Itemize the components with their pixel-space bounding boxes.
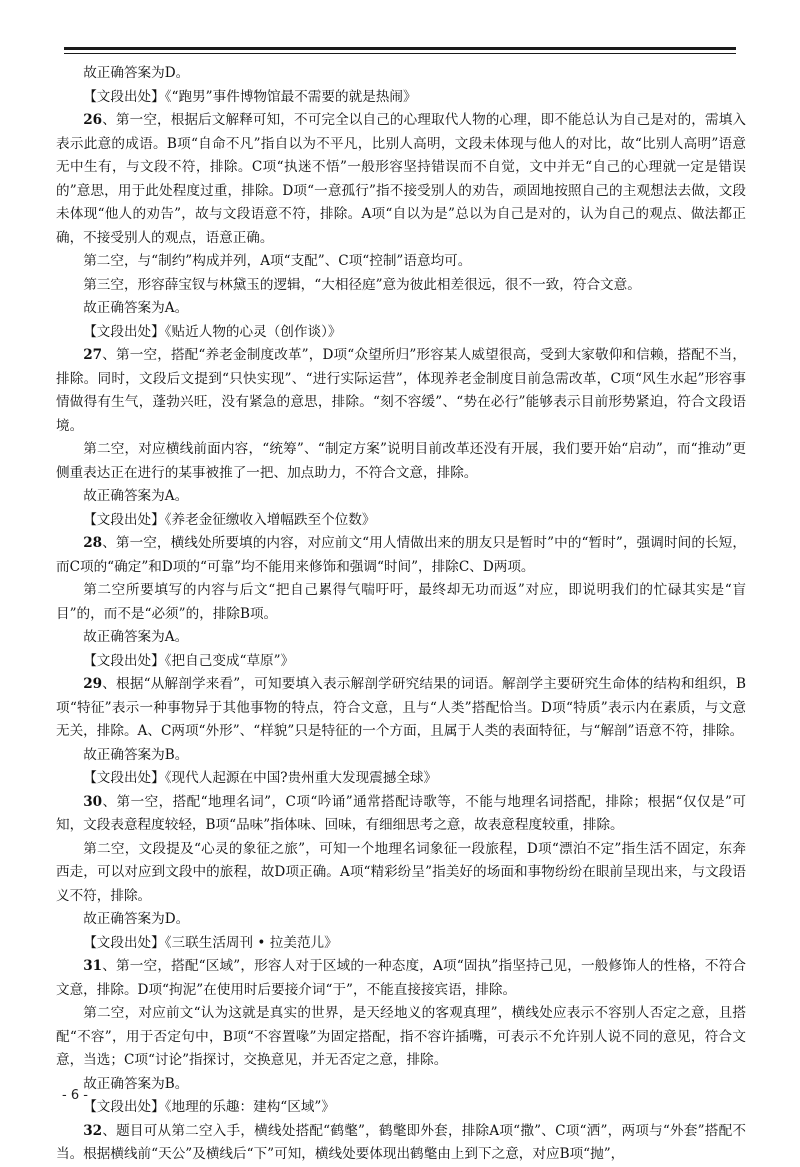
answer-line (56, 626, 746, 650)
paragraph-text: 、题目可从第二空入手，横线处搭配“鹤氅”，鹤氅即外套，排除A项“撒”、C项“洒”，两项与“外套”搭配不当。根据横线前“天公”及横线后“下”可知，横线处要体现出鹤氅由上到下之意，对应B项“抛”， (56, 1122, 746, 1162)
paragraph-text: 【文段出处】《贴近人物的心灵（创作谈）》 (83, 323, 342, 340)
paragraph-text: 第三空，形容薛宝钗与林黛玉的逻辑，“大相径庭”意为彼此相差很远，很不一致，符合文意。 (83, 276, 641, 293)
answer-line (56, 908, 746, 932)
explanation-paragraph (56, 344, 746, 438)
paragraph-text: 【文段出处】《养老金征缴收入增幅跌至个位数》 (83, 511, 376, 528)
paragraph-text: 故正确答案为D。 (83, 65, 190, 81)
explanation-paragraph (56, 532, 746, 579)
paragraph-text: 第二空，文段提及“心灵的象征之旅”，可知一个地理名词象征一段旅程，D项“漂泊不定”指生活不固定，东奔西走，可以对应到文段中的旅程，故D项正确。A项“精彩纷呈”指美好的场面和事物纷纷在眼前呈现出来，与文段语义不符，排除。 (56, 840, 746, 904)
answer-line (56, 297, 746, 321)
explanation-paragraph (56, 955, 746, 1002)
question-number: 32 (83, 1122, 103, 1139)
paragraph-text: 故正确答案为A。 (83, 629, 189, 645)
answer-line (56, 485, 746, 509)
explanation-paragraph (56, 250, 746, 274)
paragraph-text: 故正确答案为A。 (83, 300, 189, 316)
paragraph-text: 【文段出处】《把自己变成“草原”》 (83, 652, 295, 669)
source-line (56, 650, 746, 674)
paragraph-text: 第二空，对应前文“认为这就是真实的世界，是天经地义的客观真理”，横线处应表示不容别人否定之意，且搭配“不容”，用于否定句中，B项“不容置喙”为固定搭配，指不容许插嘴，可表示不允许别人说不同的意见，符合文意，当选；C项“讨论”指探讨，交换意见，并无否定之意，排除。 (56, 1005, 746, 1068)
question-number: 31 (83, 958, 103, 974)
document-body (56, 62, 746, 1167)
question-number: 26 (83, 112, 103, 128)
paragraph-text: 、第一空，搭配“地理名词”，C项“吟诵”通常搭配诗歌等，不能与地理名词搭配，排除；根据“仅仅是”可知，文段表意程度较轻，B项“品味”指体味、回味，有细细思考之意，故表意程度较重，排除。 (56, 793, 746, 833)
paragraph-text: 故正确答案为D。 (83, 911, 190, 927)
paragraph-text: 、第一空，搭配“养老金制度改革”，D项“众望所归”形容某人威望很高，受到大家敬仰和信赖，搭配不当，排除。同时，文段后文提到“只快实现”、“进行实际运营”，体现养老金制度目前急需改革，C项“风生水起”形容事情做得有生气，蓬勃兴旺，没有紧急的意思，排除。“刻不容缓”、“势在必行”能够表示目前形势紧迫，符合文段语境。 (56, 347, 746, 434)
page-number: - 6 - (62, 1088, 88, 1103)
explanation-paragraph (56, 1120, 746, 1167)
answer-line (56, 1073, 746, 1097)
source-line (56, 321, 746, 345)
explanation-paragraph (56, 274, 746, 298)
question-number: 27 (83, 347, 103, 363)
question-number: 29 (83, 676, 103, 692)
question-number: 28 (83, 535, 103, 551)
paragraph-text: 第二空，与“制约”构成并列，A项“支配”、C项“控制”语意均可。 (83, 253, 472, 269)
paragraph-text: 、根据“从解剖学来看”，可知要填入表示解剖学研究结果的词语。解剖学主要研究生命体的结构和组织，B项“特征”表示一种事物异于其他事物的特点，符合文意，且与“人类”搭配恰当。D项“特质”表示内在素质，与文意无关，排除。A、C两项“外形”、“样貌”只是特征的一个方面，且属于人类的表面特征，与“解剖”语意不符，排除。 (56, 676, 746, 739)
paragraph-text: 、第一空，搭配“区域”，形容人对于区域的一种态度，A项“固执”指坚持己见，一般修饰人的性格，不符合文意，排除。D项“拘泥”在使用时后要接介词“于”，不能直接接宾语，排除。 (56, 958, 746, 998)
paragraph-text: 故正确答案为A。 (83, 488, 189, 504)
explanation-paragraph (56, 109, 746, 250)
paragraph-text: 、第一空，横线处所要填的内容，对应前文“用人情做出来的朋友只是暂时”中的“暂时”，强调时间的长短，而C项的“确定”和D项的“可靠”均不能用来修饰和强调“时间”，排除C、D两项。 (56, 535, 746, 575)
header-rule-thick (64, 47, 736, 50)
answer-line (56, 62, 746, 86)
paragraph-text: 【文段出处】《“跑男”事件博物馆最不需要的就是热闹》 (83, 88, 417, 105)
explanation-paragraph (56, 1002, 746, 1073)
paragraph-text: 【文段出处】《地理的乐趣：建构“区域”》 (83, 1099, 335, 1115)
explanation-paragraph (56, 673, 746, 744)
explanation-paragraph (56, 438, 746, 485)
paragraph-text: 第二空所要填写的内容与后文“把自己累得气喘吁吁，最终却无功而返”对应，即说明我们的忙碌其实是“盲目”的，而不是“必须”的，排除B项。 (56, 582, 746, 622)
answer-line (56, 744, 746, 768)
header-rule-thin (64, 53, 736, 54)
paragraph-text: 故正确答案为B。 (83, 746, 189, 763)
paragraph-text: 、第一空，根据后文解释可知，不可完全以自己的心理取代人物的心理，即不能总认为自己是对的，需填入表示此意的成语。B项“自命不凡”指自以为不平凡，比别人高明，文段未体现与他人的对比，故“比别人高明”语意无中生有，与文段不符，排除。C项“执迷不悟”一般形容坚持错误而不自觉，文中并无“自己的心理就一定是错误的”意思，用于此处程度过重，排除。D项“一意孤行”指不接受别人的劝告，顽固地按照自己的主观想法去做，文段未体现“他人的劝告”，故与文段语意不符，排除。A项“自以为是”总以为自己是对的，认为自己的观点、做法都正确，不接受别人的观点，语意正确。 (56, 112, 746, 246)
paragraph-text: 第二空，对应横线前面内容，“统筹”、“制定方案”说明目前改革还没有开展，我们要开始“启动”，而“推动”更侧重表达正在进行的某事被推了一把、加点助力，不符合文意，排除。 (56, 441, 746, 481)
source-line (56, 767, 746, 791)
source-line (56, 509, 746, 533)
explanation-paragraph (56, 791, 746, 838)
explanation-paragraph (56, 579, 746, 626)
source-line (56, 932, 746, 956)
source-line (56, 86, 746, 110)
paragraph-text: 【文段出处】《三联生活周刊 • 拉美范儿》 (83, 934, 338, 951)
explanation-paragraph (56, 838, 746, 909)
question-number: 30 (83, 793, 103, 810)
source-line (56, 1096, 746, 1120)
paragraph-text: 【文段出处】《现代人起源在中国?贵州重大发现震撼全球》 (83, 770, 438, 786)
paragraph-text: 故正确答案为B。 (83, 1075, 189, 1092)
